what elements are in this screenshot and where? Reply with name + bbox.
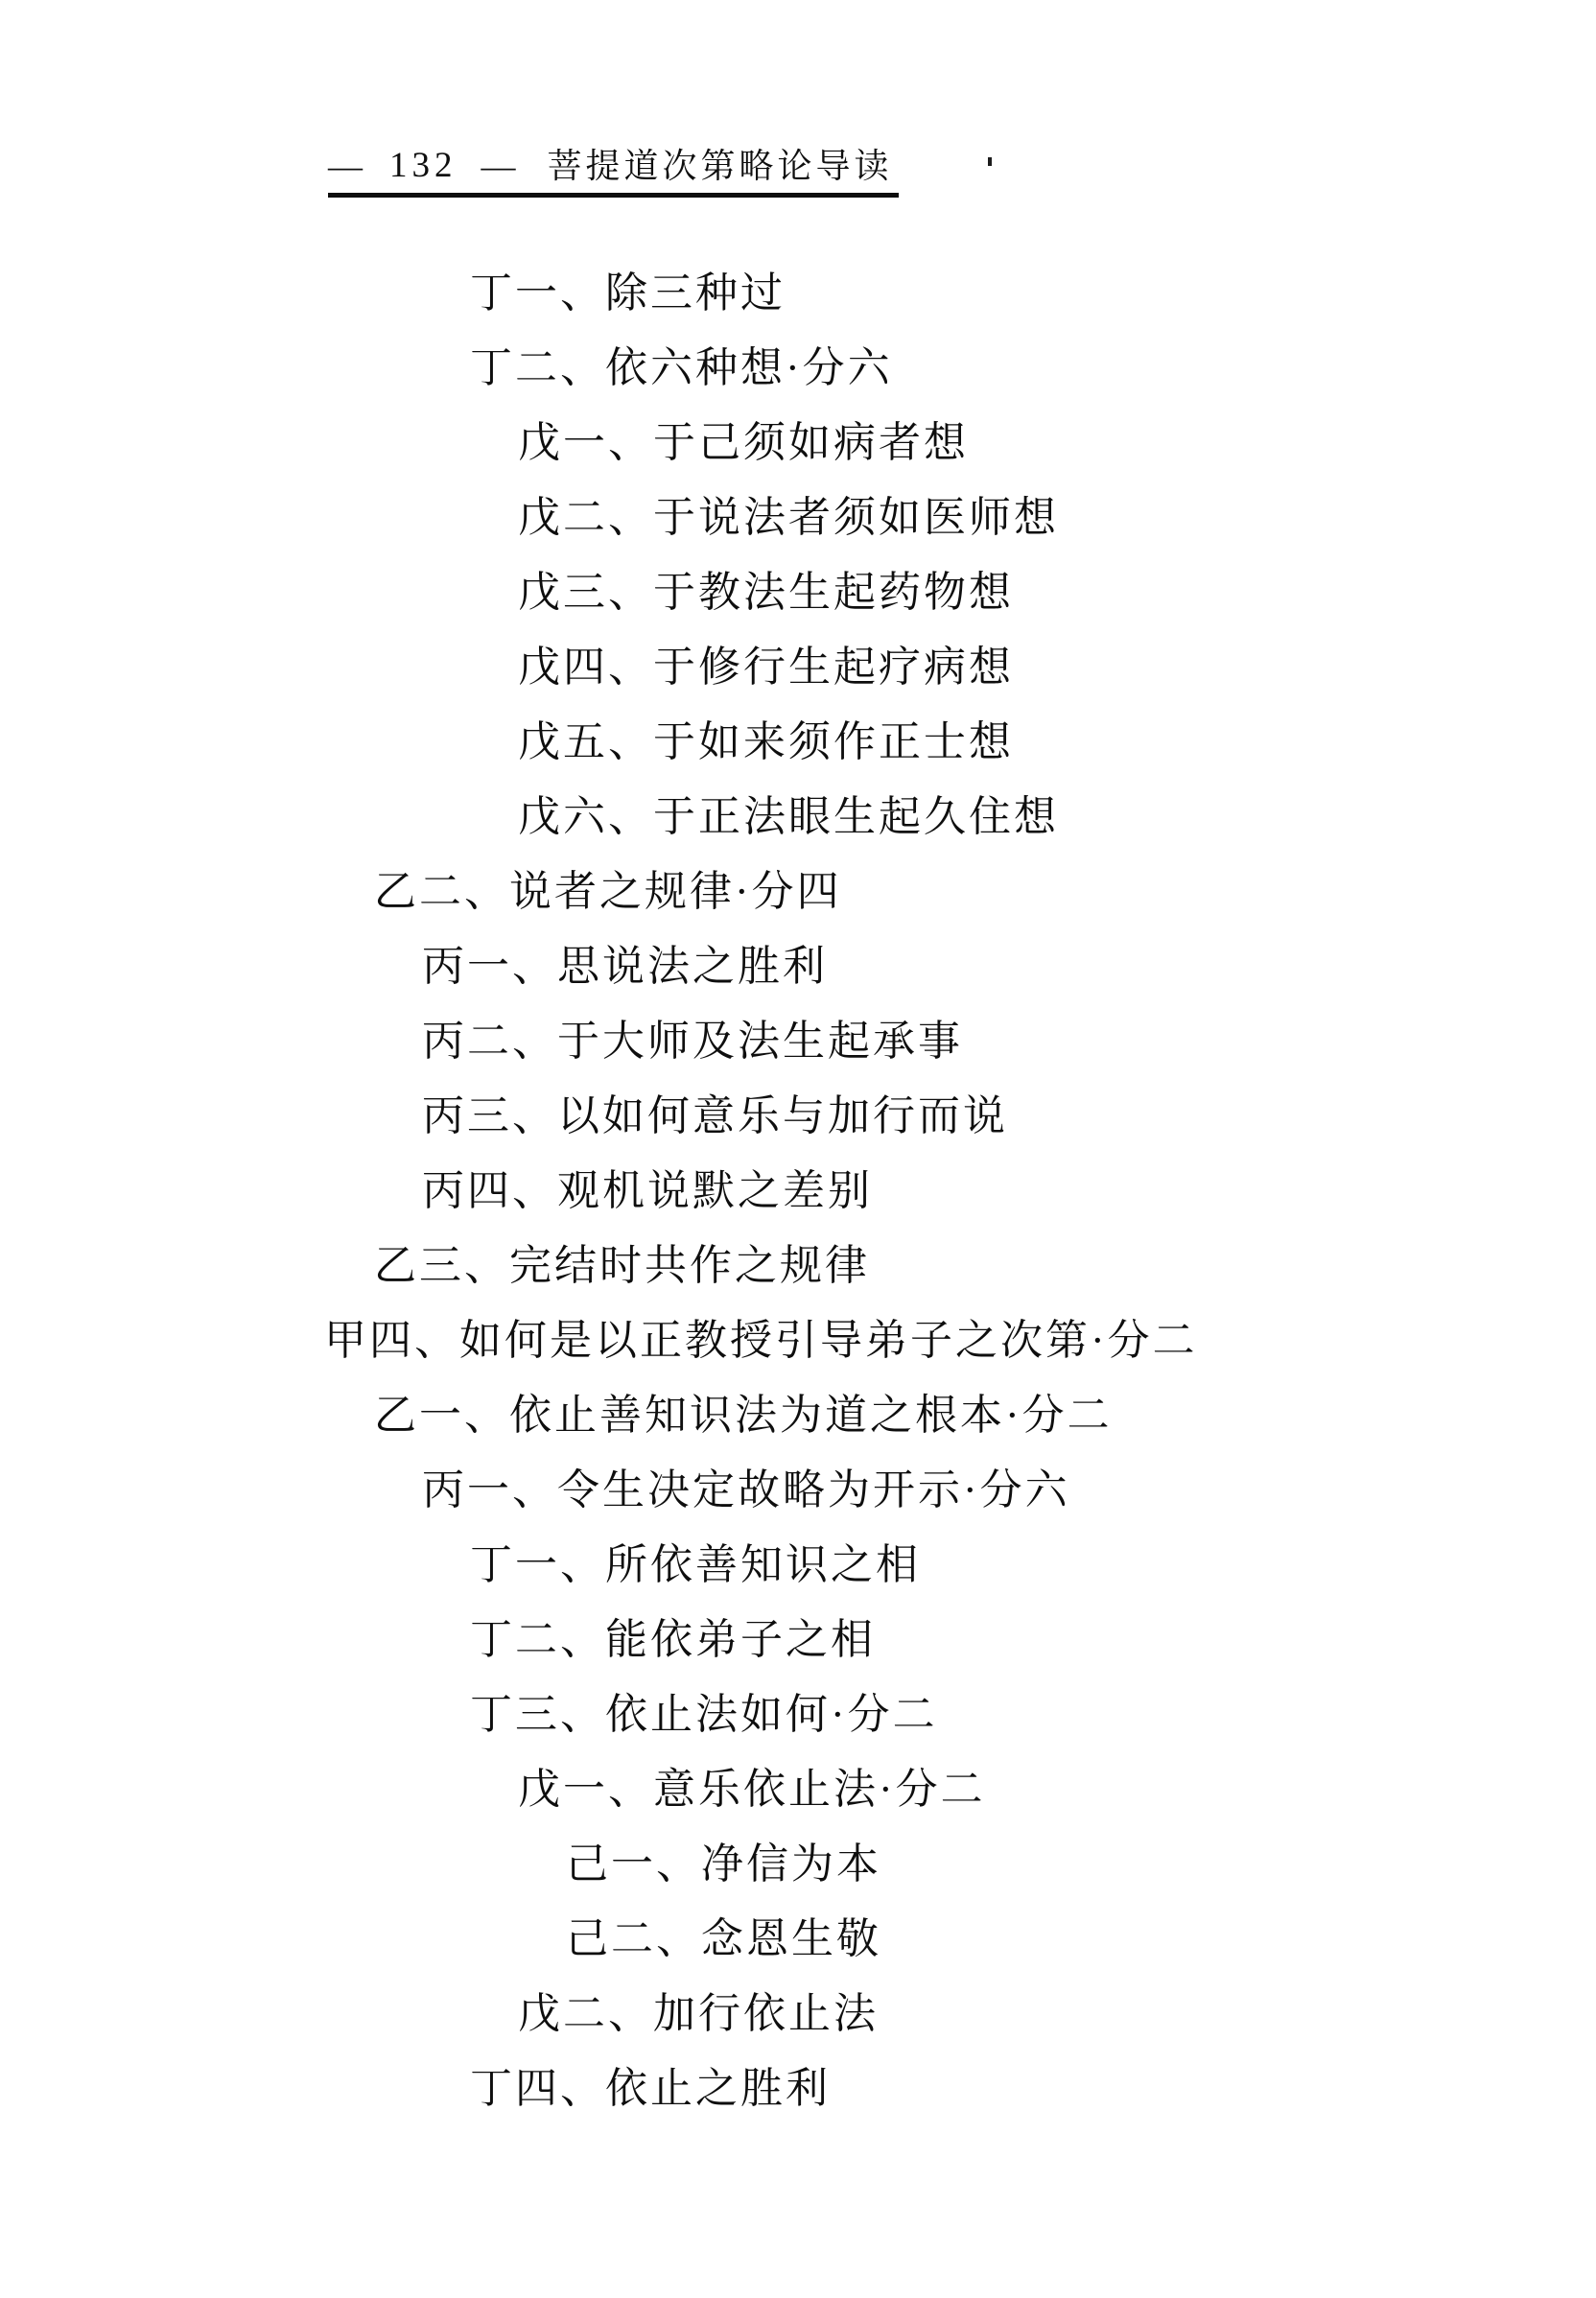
outline-item-text: 丙一、思说法之胜利: [422, 943, 828, 990]
outline-item-text: 戊六、于正法眼生起久住想: [518, 793, 1059, 840]
outline-item: [566, 1902, 1596, 1977]
outline-item-text: 丙二、于大师及法生起承事: [422, 1018, 963, 1065]
outline-item: [470, 1677, 1596, 1752]
outline-item: [470, 331, 1596, 406]
outline-item-text: 戊二、加行依止法: [518, 1990, 879, 2037]
outline-item-text: 戊一、意乐依止法·分二: [518, 1766, 986, 1813]
outline-item: [518, 705, 1596, 780]
scan-speck-artifact: [988, 157, 992, 166]
outline-item-text: 乙二、说者之规律·分四: [374, 868, 842, 915]
outline-item: [518, 555, 1596, 630]
outline-item: [518, 406, 1596, 481]
page-number-dash-left: —: [328, 146, 365, 185]
outline-item: [324, 1303, 1596, 1378]
outline-item-text: 丙一、令生决定故略为开示·分六: [422, 1466, 1070, 1513]
outline-item: [470, 2052, 1596, 2126]
outline-item: [470, 1528, 1596, 1603]
outline-item: [422, 1453, 1596, 1528]
outline-item: [422, 1004, 1596, 1079]
outline-item-text: 丁三、依止法如何·分二: [470, 1691, 938, 1738]
book-title: 菩提道次第略论导读: [547, 146, 893, 185]
outline-item-text: 己一、净信为本: [566, 1841, 881, 1888]
outline-item-text: 戊四、于修行生起疗病想: [518, 644, 1014, 691]
outline-item-text: 丁四、依止之胜利: [470, 2065, 831, 2112]
outline-item: [374, 1229, 1596, 1303]
outline-item-text: 乙三、完结时共作之规律: [374, 1242, 870, 1289]
outline-item-text: 戊二、于说法者须如医师想: [518, 494, 1059, 541]
outline-item-text: 丙三、以如何意乐与加行而说: [422, 1092, 1008, 1139]
outline-item-text: 丁二、能依弟子之相: [470, 1616, 876, 1663]
page-header: [328, 148, 899, 198]
outline-item-text: 戊五、于如来须作正士想: [518, 718, 1014, 765]
page-number-dash-right: —: [481, 146, 519, 185]
outline-item-text: 戊一、于己须如病者想: [518, 419, 969, 466]
outline-item-text: 丁二、依六种想·分六: [470, 344, 893, 391]
outline-item: [374, 1378, 1596, 1453]
outline-item-text: 乙一、依止善知识法为道之根本·分二: [374, 1392, 1113, 1439]
outline-item: [422, 1079, 1596, 1154]
outline-item-text: 甲四、如何是以正教授引导弟子之次第·分二: [324, 1317, 1198, 1364]
outline-item: [470, 256, 1596, 331]
outline-item-text: 丁一、所依善知识之相: [470, 1541, 921, 1588]
outline-item: [422, 929, 1596, 1004]
outline-item: [518, 1977, 1596, 2052]
outline-item: [518, 780, 1596, 855]
page-number: 132: [389, 146, 458, 185]
outline-item-text: 丁一、除三种过: [470, 270, 786, 317]
outline-item: [518, 630, 1596, 705]
outline-item: [470, 1603, 1596, 1677]
outline-item-text: 己二、念恩生敬: [566, 1915, 881, 1962]
outline-item: [518, 1752, 1596, 1827]
outline-item: [518, 481, 1596, 555]
outline-item-text: 丙四、观机说默之差别: [422, 1167, 873, 1214]
outline-item: [374, 855, 1596, 929]
outline-list: [0, 256, 1596, 2126]
outline-item: [422, 1154, 1596, 1229]
outline-item: [566, 1827, 1596, 1902]
outline-item-text: 戊三、于教法生起药物想: [518, 569, 1014, 616]
